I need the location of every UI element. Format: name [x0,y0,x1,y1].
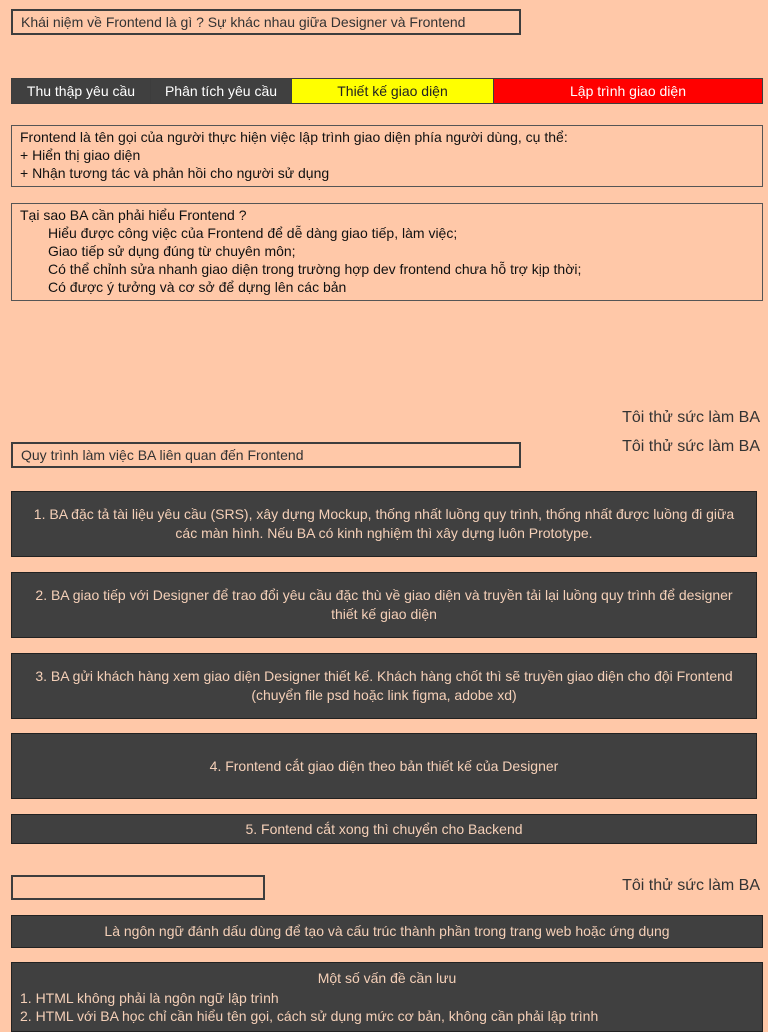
why-item: Hiểu được công việc của Frontend để dễ dàng giao tiếp, làm việc; [48,225,458,241]
why-item: Có được ý tưởng và cơ sở để dựng lên các bản [48,279,347,295]
step-collect-requirements[interactable]: Thu thập yêu cầu [12,79,151,103]
why-heading: Tại sao BA cần phải hiểu Frontend ? [20,207,247,223]
notes-heading: Một số vấn đề cần lưu [317,970,457,986]
side-label: Tôi thử sức làm BA [622,877,760,894]
process-step-2[interactable]: 2. BA giao tiếp với Designer để trao đổi yêu cầu đặc thù về giao diện và truyền tải lại luồng quy trình để designer thiết kế giao diện [11,572,757,638]
process-steps-bar [11,78,763,104]
empty-title-box[interactable] [11,875,265,900]
html-notes[interactable] [11,962,763,1032]
html-definition[interactable]: Là ngôn ngữ đánh dấu dùng để tạo và cấu trúc thành phần trong trang web hoặc ứng dụng [11,915,763,948]
frontend-definition-note[interactable] [11,125,763,187]
notes-item: 1. HTML không phải là ngôn ngữ lập trình [20,990,279,1006]
process-step-4[interactable]: 4. Frontend cắt giao diện theo bản thiết kế của Designer [11,733,757,799]
step-analyze-requirements[interactable]: Phân tích yêu cầu [151,79,292,103]
process-step-3[interactable]: 3. BA gửi khách hàng xem giao diện Designer thiết kế. Khách hàng chốt thì sẽ truyền giao diện cho đội Frontend (chuyển file psd hoặc link figma, adobe xd) [11,653,757,719]
why-item: Giao tiếp sử dụng đúng từ chuyên môn; [48,243,296,259]
process-step-1[interactable]: 1. BA đặc tả tài liệu yêu cầu (SRS), xây dựng Mockup, thống nhất luồng quy trình, thống nhất được luồng đi giữa các màn hình. Nếu BA có kinh nghiệm thì xây dựng luôn Prototype. [11,491,757,557]
page-title[interactable]: Khái niệm về Frontend là gì ? Sự khác nhau giữa Designer và Frontend [11,9,521,35]
step-design-ui[interactable]: Thiết kế giao diện [292,79,494,103]
why-item: Có thể chỉnh sửa nhanh giao diện trong trường hợp dev frontend chưa hỗ trợ kịp thời; [48,261,582,277]
process-step-5[interactable]: 5. Fontend cắt xong thì chuyển cho Backend [11,814,757,844]
process-title[interactable]: Quy trình làm việc BA liên quan đến Frontend [11,442,521,468]
definition-line: Frontend là tên gọi của người thực hiện việc lập trình giao diện phía người dùng, cụ thể: [20,129,568,145]
notes-item: 2. HTML với BA học chỉ cần hiểu tên gọi, cách sử dụng mức cơ bản, không cần phải lập trình [20,1008,599,1024]
side-label: Tôi thử sức làm BA [622,438,760,455]
side-label: Tôi thử sức làm BA [622,409,760,426]
definition-line: + Hiển thị giao diện [20,147,141,163]
why-ba-note[interactable] [11,203,763,301]
definition-line: + Nhận tương tác và phản hồi cho người sử dụng [20,165,330,181]
step-program-ui[interactable]: Lập trình giao diện [494,79,762,103]
